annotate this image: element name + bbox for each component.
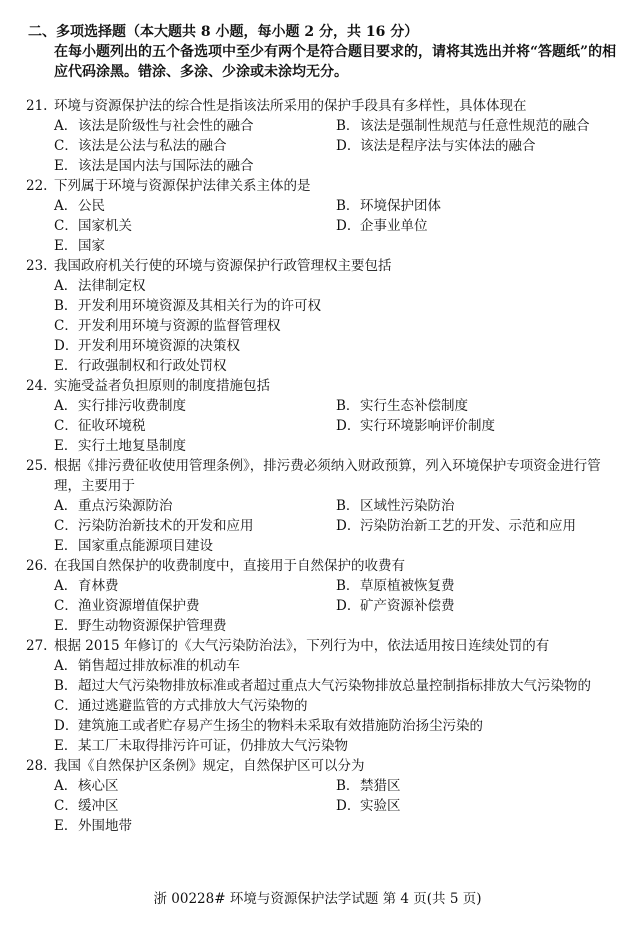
option-letter: A． — [54, 278, 78, 294]
option-item — [336, 116, 618, 136]
question-stem — [26, 456, 618, 496]
question-stem — [26, 756, 618, 776]
question-item — [26, 636, 618, 756]
option-item — [54, 356, 618, 376]
question-number: 22. — [26, 178, 48, 194]
option-letter: E． — [54, 358, 78, 374]
option-text: 国家 — [78, 238, 105, 254]
option-item — [54, 336, 618, 356]
option-item — [54, 396, 336, 416]
option-item — [54, 136, 336, 156]
option-item — [336, 136, 618, 156]
option-letter: E． — [54, 438, 78, 454]
option-item — [336, 416, 618, 436]
option-text: 环境保护团体 — [360, 198, 441, 214]
question-item — [26, 176, 618, 256]
option-letter: A． — [54, 118, 78, 134]
option-item — [336, 216, 618, 236]
option-item — [54, 216, 336, 236]
option-text: 矿产资源补偿费 — [360, 598, 455, 614]
option-letter: B． — [336, 398, 360, 414]
question-stem — [26, 376, 618, 396]
section-instructions: 在每小题列出的五个备选项中至少有两个是符合题目要求的，请将其选出并将“答题纸”的相应代码涂黑。错涂、多涂、少涂或未涂均无分。 — [54, 44, 617, 80]
option-text: 野生动物资源保护管理费 — [78, 618, 227, 634]
option-text: 该法是强制性规范与任意性规范的融合 — [360, 118, 590, 134]
question-stem — [26, 96, 618, 116]
option-letter: E． — [54, 738, 78, 754]
option-text: 污染防治新技术的开发和应用 — [78, 518, 254, 534]
option-text: 草原植被恢复费 — [360, 578, 455, 594]
option-text: 该法是程序法与实体法的融合 — [360, 138, 536, 154]
option-text: 开发利用环境与资源的监督管理权 — [78, 318, 281, 334]
option-text: 缓冲区 — [78, 798, 119, 814]
question-number: 24. — [26, 378, 48, 394]
option-text: 某工厂未取得排污许可证，仍排放大气污染物 — [78, 738, 348, 754]
option-text: 企事业单位 — [360, 218, 428, 234]
option-text: 建筑施工或者贮存易产生扬尘的物料未采取有效措施防治扬尘污染的 — [78, 718, 483, 734]
option-letter: D． — [336, 218, 361, 234]
option-letter: C． — [54, 598, 78, 614]
option-letter: C． — [54, 698, 78, 714]
question-item — [26, 756, 618, 836]
question-number: 23. — [26, 258, 48, 274]
option-list — [26, 656, 618, 756]
option-letter: A． — [54, 658, 78, 674]
question-text: 环境与资源保护法的综合性是指该法所采用的保护手段具有多样性，具体体现在 — [54, 98, 527, 114]
option-letter: E． — [54, 818, 78, 834]
option-list — [26, 116, 618, 176]
option-list — [26, 276, 618, 376]
option-list — [26, 196, 618, 256]
option-text: 该法是阶级性与社会性的融合 — [78, 118, 254, 134]
question-item — [26, 96, 618, 176]
option-list — [26, 776, 618, 836]
option-text: 行政强制权和行政处罚权 — [78, 358, 227, 374]
option-item — [54, 736, 618, 756]
option-text: 销售超过排放标准的机动车 — [78, 658, 240, 674]
option-letter: A． — [54, 398, 78, 414]
option-item — [54, 616, 618, 636]
option-letter: D． — [54, 338, 79, 354]
option-text: 区域性污染防治 — [360, 498, 455, 514]
option-letter: C． — [54, 138, 78, 154]
option-text: 超过大气污染物排放标准或者超过重点大气污染物排放总量控制指标排放大气污染物的 — [78, 678, 591, 694]
question-text: 我国《自然保护区条例》规定，自然保护区可以分为 — [54, 758, 365, 774]
option-item — [54, 436, 618, 456]
option-text: 开发利用环境资源及其相关行为的许可权 — [78, 298, 321, 314]
option-text: 污染防治新工艺的开发、示范和应用 — [360, 518, 576, 534]
page-footer: 浙 00228# 环境与资源保护法学试题 第 4 页(共 5 页) — [153, 891, 482, 907]
question-number: 27. — [26, 638, 48, 654]
option-letter: D． — [54, 718, 79, 734]
option-letter: B． — [54, 678, 78, 694]
option-item — [54, 516, 336, 536]
option-item — [336, 576, 618, 596]
question-number: 28. — [26, 758, 48, 774]
option-item — [54, 796, 336, 816]
option-letter: E． — [54, 538, 78, 554]
question-number: 25. — [26, 458, 48, 474]
option-letter: C． — [54, 218, 78, 234]
option-letter: A． — [54, 498, 78, 514]
option-text: 核心区 — [78, 778, 119, 794]
option-letter: D． — [336, 518, 361, 534]
question-item — [26, 556, 618, 636]
option-text: 实行排污收费制度 — [78, 398, 186, 414]
option-item — [336, 196, 618, 216]
option-item — [336, 396, 618, 416]
option-letter: D． — [336, 798, 361, 814]
option-list — [26, 496, 618, 556]
option-letter: D． — [336, 598, 361, 614]
option-letter: B． — [336, 198, 360, 214]
option-item — [54, 196, 336, 216]
option-letter: D． — [336, 138, 361, 154]
option-item — [336, 776, 618, 796]
option-item — [54, 496, 336, 516]
option-text: 该法是国内法与国际法的融合 — [78, 158, 254, 174]
option-text: 育林费 — [78, 578, 119, 594]
question-stem — [26, 176, 618, 196]
question-stem — [26, 556, 618, 576]
question-stem — [26, 636, 618, 656]
option-letter: C． — [54, 518, 78, 534]
option-item — [54, 236, 618, 256]
option-list — [26, 396, 618, 456]
option-item — [336, 496, 618, 516]
question-number: 26. — [26, 558, 48, 574]
question-item — [26, 256, 618, 376]
question-text: 实施受益者负担原则的制度措施包括 — [54, 378, 270, 394]
option-item — [54, 576, 336, 596]
question-list — [26, 96, 618, 836]
option-letter: B． — [336, 578, 360, 594]
question-stem — [26, 256, 618, 276]
option-text: 实行土地复垦制度 — [78, 438, 186, 454]
question-number: 21. — [26, 98, 48, 114]
question-text: 我国政府机关行使的环境与资源保护行政管理权主要包括 — [54, 258, 392, 274]
option-letter: E． — [54, 238, 78, 254]
option-text: 重点污染源防治 — [78, 498, 173, 514]
option-letter: B． — [54, 298, 78, 314]
option-text: 该法是公法与私法的融合 — [78, 138, 227, 154]
question-item — [26, 456, 618, 556]
question-text: 下列属于环境与资源保护法律关系主体的是 — [54, 178, 311, 194]
option-item — [54, 296, 618, 316]
option-text: 外围地带 — [78, 818, 132, 834]
option-letter: E． — [54, 618, 78, 634]
option-text: 法律制定权 — [78, 278, 146, 294]
option-text: 实验区 — [360, 798, 401, 814]
section-title: 二、多项选择题（本大题共 8 小题，每小题 2 分，共 16 分） — [28, 24, 419, 40]
option-letter: A． — [54, 578, 78, 594]
option-list — [26, 576, 618, 636]
question-text: 在我国自然保护的收费制度中，直接用于自然保护的收费有 — [54, 558, 405, 574]
option-letter: C． — [54, 418, 78, 434]
option-item — [54, 596, 336, 616]
question-text: 根据《排污费征收使用管理条例》，排污费必须纳入财政预算，列入环境保护专项资金进行管理，主要用于 — [54, 458, 601, 494]
option-text: 公民 — [78, 198, 105, 214]
option-letter: B． — [336, 118, 360, 134]
option-text: 渔业资源增值保护费 — [78, 598, 200, 614]
option-letter: D． — [336, 418, 361, 434]
option-text: 实行环境影响评价制度 — [360, 418, 495, 434]
option-item — [336, 596, 618, 616]
option-item — [336, 516, 618, 536]
option-letter: A． — [54, 198, 78, 214]
option-letter: C． — [54, 318, 78, 334]
option-text: 禁猎区 — [360, 778, 401, 794]
option-item — [54, 816, 618, 836]
option-letter: B． — [336, 778, 360, 794]
option-text: 通过逃避监管的方式排放大气污染物的 — [78, 698, 308, 714]
option-text: 国家重点能源项目建设 — [78, 538, 213, 554]
option-text: 开发利用环境资源的决策权 — [78, 338, 240, 354]
option-item — [54, 316, 618, 336]
option-letter: A． — [54, 778, 78, 794]
option-item — [54, 716, 618, 736]
option-item — [336, 796, 618, 816]
option-item — [54, 116, 336, 136]
option-item — [54, 416, 336, 436]
option-letter: B． — [336, 498, 360, 514]
option-item — [54, 656, 618, 676]
option-item — [54, 276, 618, 296]
option-item — [54, 776, 336, 796]
option-letter: E． — [54, 158, 78, 174]
option-letter: C． — [54, 798, 78, 814]
option-text: 征收环境税 — [78, 418, 146, 434]
option-item — [54, 536, 618, 556]
option-text: 国家机关 — [78, 218, 132, 234]
question-item — [26, 376, 618, 456]
option-item — [54, 156, 618, 176]
option-item — [54, 696, 618, 716]
option-text: 实行生态补偿制度 — [360, 398, 468, 414]
option-item — [54, 676, 618, 696]
question-text: 根据 2015 年修订的《大气污染防治法》，下列行为中，依法适用按日连续处罚的有 — [54, 638, 550, 654]
section-header — [28, 22, 618, 82]
